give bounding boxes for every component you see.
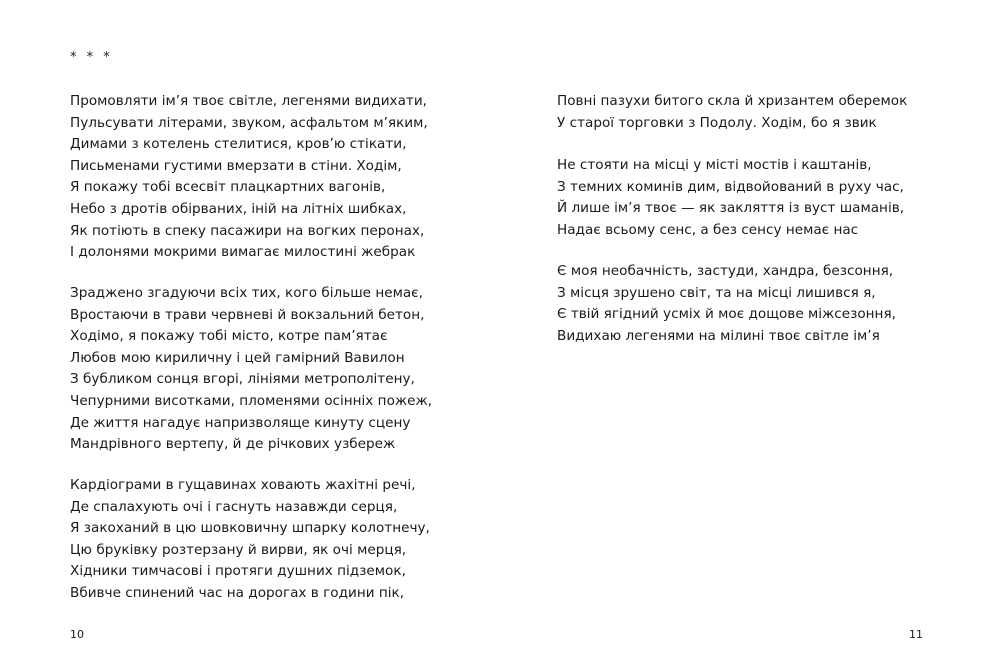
poem-line: І долонями мокрими вимагає милостині жебрак	[70, 244, 416, 261]
poem-line: Любов мою кириличну і цей гамірний Вавилон	[70, 349, 405, 366]
poem-line: Зраджено згадуючи всіх тих, кого більше немає,	[70, 285, 423, 301]
poem-line: Я покажу тобі всесвіт плацкартних вагонів,	[70, 179, 386, 196]
poem-line: Пульсувати літерами, звуком, асфальтом м’яким,	[70, 114, 428, 131]
poem-line: Мандрівного вертепу, й де річкових узбереж	[70, 436, 396, 453]
poem-line: Вростаючи в трави червневі й вокзальний бетон,	[70, 306, 425, 323]
poem-line: Й лише ім’я твоє — як закляття із вуст шаманів,	[557, 200, 905, 217]
poem-line: Хідники тимчасові і протяги душних підземок,	[70, 563, 406, 580]
poem-line: Промовляти ім’я твоє світле, легенями видихати,	[70, 93, 428, 109]
poem-line: Письменами густими вмерзати в стіни. Ходім,	[70, 157, 402, 174]
stanza-3	[70, 475, 430, 605]
poem-line: Я закоханий в цю шовковичну шпарку колотнечу,	[70, 520, 430, 537]
poem-line: Надає всьому сенс, а без сенсу немає нас	[557, 221, 859, 238]
poem-line: Повні пазухи битого скла й хризантем оберемок	[557, 93, 908, 109]
right-page	[495, 0, 991, 672]
left-page	[0, 0, 495, 672]
poem-line: Видихаю легенями на мілині твоє світле ім’я	[557, 327, 880, 344]
poem-line: Димами з котелень стелитися, кров’ю стікати,	[70, 136, 407, 153]
poem-line: Є твій ягідний усміх й моє дощове міжсезоння,	[557, 306, 896, 323]
poem-line: Не стояти на місці у місті мостів і каштанів,	[557, 157, 872, 173]
stanza-1	[70, 91, 428, 264]
page-number-right: 11	[909, 628, 923, 641]
poem-line: Небо з дротів обірваних, іній на літніх шибках,	[70, 200, 407, 217]
poem-line: Є моя необачність, застуди, хандра, безсоння,	[557, 263, 894, 279]
poem-line: Ходімо, я покажу тобі місто, котре пам’ятає	[70, 328, 388, 345]
poem-line: Як потіють в спеку пасажири на вогких перонах,	[70, 222, 425, 239]
stanza-6	[557, 261, 896, 347]
poem-line: Вбивче спинений час на дорогах в години пік,	[70, 584, 405, 601]
poem-line: З місця зрушено світ, та на місці лишився я,	[557, 284, 876, 301]
page-number-left: 10	[70, 628, 84, 641]
stanza-4	[557, 91, 907, 134]
poem-line: З бубликом сонця вгорі, лініями метрополітену,	[70, 371, 415, 388]
section-ornament: * * *	[70, 50, 113, 65]
poem-line: Чепурними висотками, пломенями осінніх пожеж,	[70, 392, 433, 409]
poem-line: Кардіограми в гущавинах ховають жахітні речі,	[70, 477, 416, 493]
poem-line: Цю бруківку розтерзану й вирви, як очі мерця,	[70, 541, 407, 558]
poem-line: З темних коминів дим, відвойований в руху час,	[557, 178, 904, 195]
stanza-5	[557, 155, 904, 241]
poem-line: Де спалахують очі і гаснуть назавжди серця,	[70, 498, 398, 515]
poem-line: Де життя нагадує напризволяще кинуту сцену	[70, 414, 411, 431]
poem-line: У старої торговки з Подолу. Ходім, бо я звик	[557, 114, 877, 131]
stanza-2	[70, 283, 432, 456]
